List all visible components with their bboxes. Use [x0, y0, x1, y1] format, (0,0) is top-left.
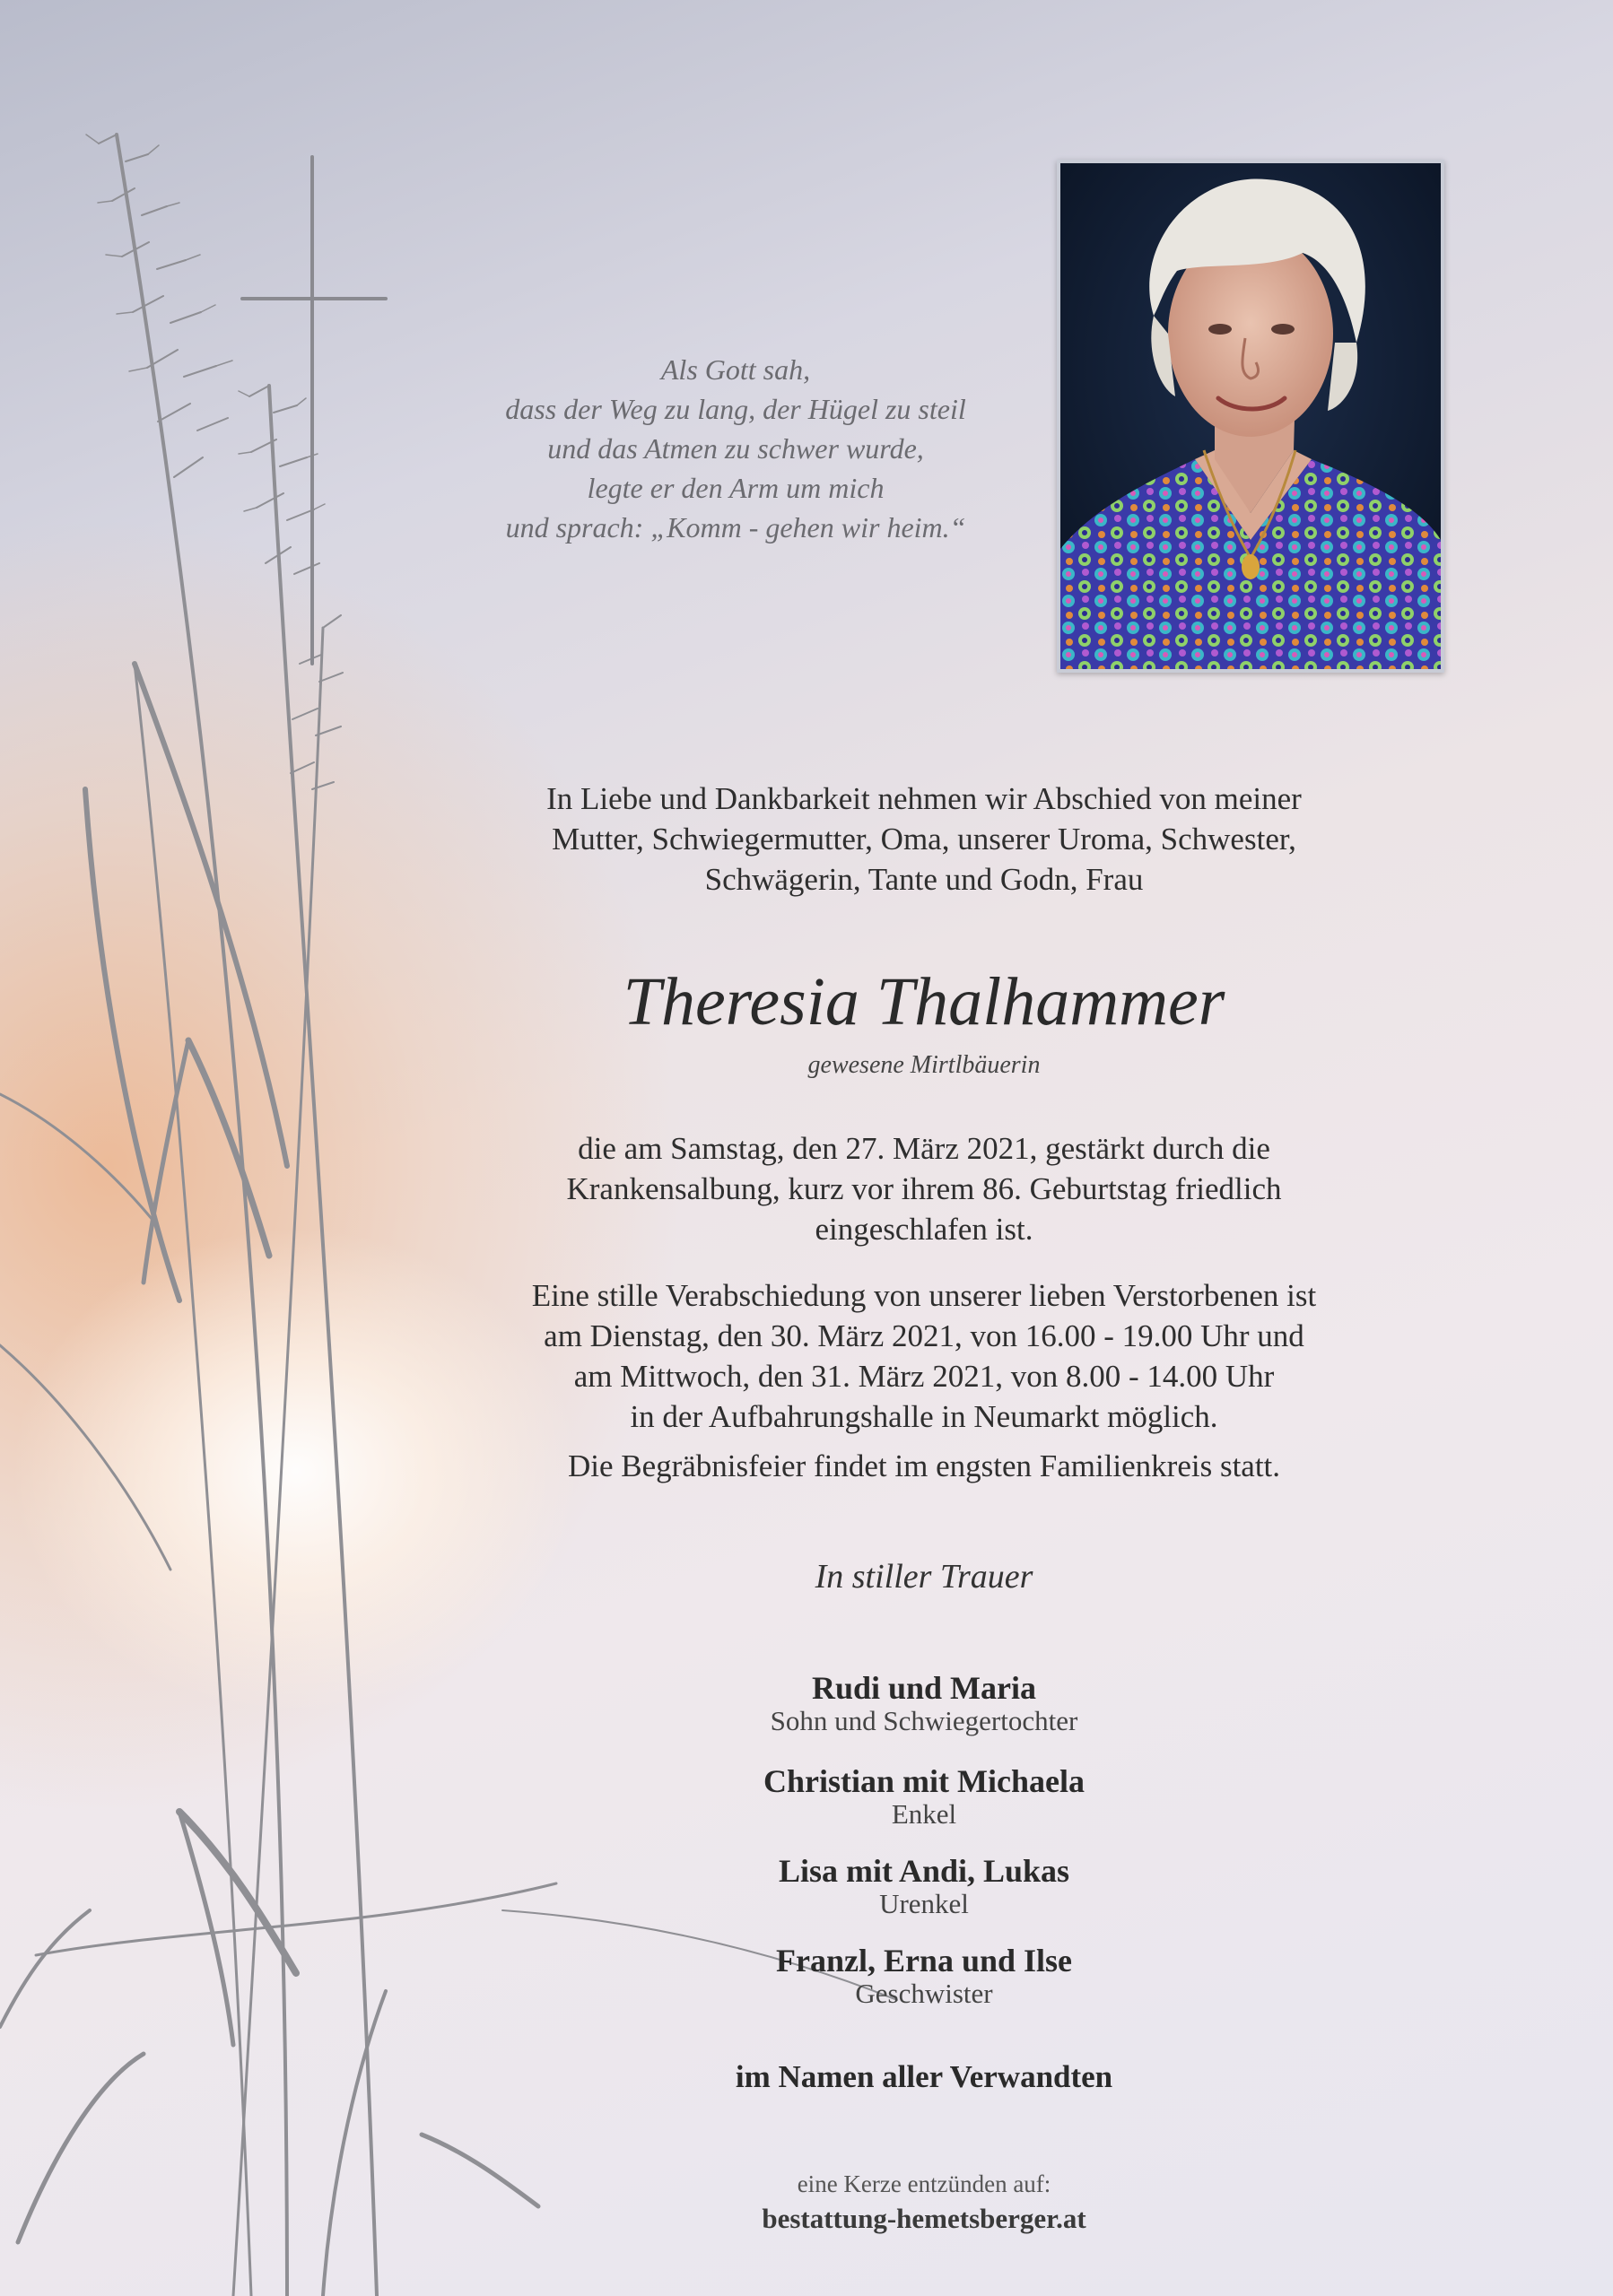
mourner-relation: Urenkel: [879, 1888, 969, 1919]
mourner-relation: Enkel: [891, 1798, 957, 1830]
farewell-line: am Dienstag, den 30. März 2021, von 16.00 - 19.00 Uhr und: [544, 1318, 1304, 1353]
death-notice-line: die am Samstag, den 27. März 2021, gestärkt durch die: [578, 1131, 1270, 1166]
poem-line: legte er den Arm um mich: [587, 472, 885, 504]
poem-line: Als Gott sah,: [660, 353, 811, 386]
poem-line: und sprach: „Komm - gehen wir heim.“: [505, 511, 966, 544]
farewell-line: am Mittwoch, den 31. März 2021, von 8.00 - 14.00 Uhr: [573, 1359, 1275, 1394]
mourner-names: Rudi und Maria: [811, 1670, 1037, 1706]
mourner-names: Christian mit Michaela: [763, 1763, 1085, 1799]
mourner-entry: [431, 1943, 1417, 2009]
mourner-relation: Sohn und Schwiegertochter: [770, 1705, 1078, 1736]
website-link[interactable]: bestattung-hemetsberger.at: [762, 2203, 1086, 2234]
mourner-entry: [431, 1853, 1417, 1919]
mourner-names: Franzl, Erna und Ilse: [775, 1943, 1073, 1979]
mourner-names: Lisa mit Andi, Lukas: [778, 1853, 1070, 1889]
portrait-photo: [1060, 163, 1441, 669]
deceased-occupation: gewesene Mirtlbäuerin: [807, 1051, 1041, 1079]
farewell-line: Eine stille Verabschiedung von unserer lieben Verstorbenen ist: [531, 1278, 1317, 1313]
death-notice-line: eingeschlafen ist.: [815, 1212, 1033, 1247]
candle-text: eine Kerze entzünden auf:: [797, 2170, 1051, 2197]
intro-line: In Liebe und Dankbarkeit nehmen wir Abschied von meiner: [546, 781, 1302, 816]
mourner-relation: Geschwister: [855, 1978, 993, 2009]
poem-line: und das Atmen zu schwer wurde,: [547, 432, 924, 465]
all-relatives-line: im Namen aller Verwandten: [735, 2059, 1113, 2094]
burial-notice: Die Begräbnisfeier findet im engsten Familienkreis statt.: [567, 1448, 1281, 1483]
poem-line: dass der Weg zu lang, der Hügel zu steil: [505, 393, 966, 425]
farewell-line: in der Aufbahrungshalle in Neumarkt möglich.: [630, 1399, 1218, 1434]
intro-text: [431, 778, 1417, 900]
poem: [422, 350, 1050, 547]
death-notice: [431, 1128, 1417, 1249]
farewell-notice: [431, 1275, 1417, 1437]
portrait-photo-frame: [1057, 160, 1444, 673]
intro-line: Mutter, Schwiegermutter, Oma, unserer Uroma, Schwester,: [552, 822, 1296, 857]
intro-line: Schwägerin, Tante und Godn, Frau: [704, 862, 1144, 897]
death-notice-line: Krankensalbung, kurz vor ihrem 86. Geburtstag friedlich: [566, 1171, 1282, 1206]
cross-icon: [242, 157, 386, 664]
mourning-heading: In stiller Trauer: [815, 1558, 1033, 1596]
mourner-entry: [431, 1763, 1417, 1830]
deceased-name: Theresia Thalhammer: [623, 964, 1225, 1039]
mourner-entry: [431, 1670, 1417, 1736]
